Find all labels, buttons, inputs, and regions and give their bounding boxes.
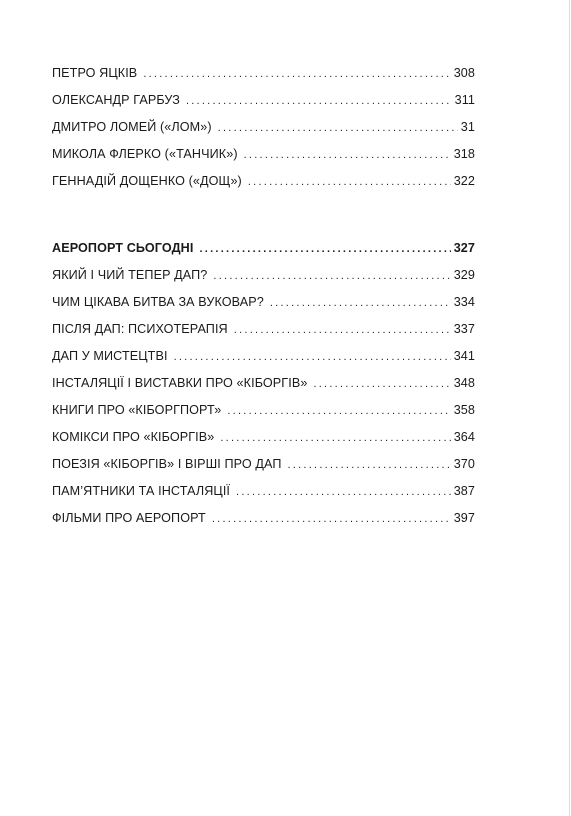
toc-entry[interactable] [52, 403, 475, 430]
dot-leader [313, 377, 450, 391]
toc-entry[interactable] [52, 268, 475, 295]
toc-section-title: АЕРОПОРТ СЬОГОДНІ [52, 241, 194, 255]
toc-entry[interactable] [52, 295, 475, 322]
dot-leader [218, 121, 458, 135]
toc-entry-page: 31 [460, 120, 475, 134]
toc-entry-page: 334 [453, 295, 475, 309]
toc-entry[interactable] [52, 457, 475, 484]
toc-entry[interactable] [52, 484, 475, 511]
toc-entry-title: ДМИТРО ЛОМЕЙ («ЛОМ») [52, 120, 212, 134]
dot-leader [288, 458, 451, 472]
toc-entry-page: 364 [453, 430, 475, 444]
toc-section-heading[interactable] [52, 241, 475, 268]
dot-leader [143, 67, 450, 81]
toc-entry-page: 318 [453, 147, 475, 161]
toc-entry-page: 337 [453, 322, 475, 336]
toc-entry-page: 397 [453, 511, 475, 525]
toc-entry-title: КОМІКСИ ПРО «КІБОРГІВ» [52, 430, 215, 444]
toc-entry-title: КНИГИ ПРО «КІБОРГПОРТ» [52, 403, 222, 417]
dot-leader [244, 148, 451, 162]
dot-leader [227, 404, 450, 418]
toc-entry[interactable] [52, 93, 475, 120]
dot-leader [186, 94, 452, 108]
toc-section-page: 327 [453, 241, 475, 255]
toc-entry-title: ФІЛЬМИ ПРО АЕРОПОРТ [52, 511, 206, 525]
toc-entry-page: 341 [453, 349, 475, 363]
toc-entry-page: 370 [453, 457, 475, 471]
toc-entry[interactable] [52, 511, 475, 538]
toc-entry-page: 322 [453, 174, 475, 188]
table-of-contents [52, 66, 475, 538]
dot-leader [199, 242, 450, 256]
toc-entry-title: МИКОЛА ФЛЕРКО («ТАНЧИК») [52, 147, 238, 161]
toc-entry-title: ПАМ’ЯТНИКИ ТА ІНСТАЛЯЦІЇ [52, 484, 231, 498]
toc-entry-title: ПІСЛЯ ДАП: ПСИХОТЕРАПІЯ [52, 322, 228, 336]
dot-leader [234, 323, 451, 337]
toc-entry-page: 311 [454, 93, 475, 107]
toc-entry-page: 308 [453, 66, 475, 80]
toc-entry-title: ЧИМ ЦІКАВА БИТВА ЗА ВУКОВАР? [52, 295, 264, 309]
dot-leader [270, 296, 451, 310]
dot-leader [174, 350, 451, 364]
section-spacer [52, 201, 475, 241]
dot-leader [248, 175, 451, 189]
toc-entry[interactable] [52, 322, 475, 349]
toc-entry-page: 358 [453, 403, 475, 417]
toc-entry[interactable] [52, 376, 475, 403]
toc-entry-page: 329 [453, 268, 475, 282]
toc-entry-title: ІНСТАЛЯЦІЇ І ВИСТАВКИ ПРО «КІБОРГІВ» [52, 376, 308, 390]
toc-entry-page: 387 [453, 484, 475, 498]
dot-leader [213, 269, 450, 283]
dot-leader [236, 485, 451, 499]
toc-entry-page: 348 [453, 376, 475, 390]
toc-entry-title: ПОЕЗІЯ «КІБОРГІВ» І ВІРШІ ПРО ДАП [52, 457, 282, 471]
toc-entry-title: ДАП У МИСТЕЦТВІ [52, 349, 168, 363]
toc-entry[interactable] [52, 174, 475, 201]
toc-entry[interactable] [52, 66, 475, 93]
toc-entry[interactable] [52, 430, 475, 457]
toc-entry[interactable] [52, 120, 475, 147]
toc-entry-title: ОЛЕКСАНДР ГАРБУЗ [52, 93, 180, 107]
toc-entry[interactable] [52, 349, 475, 376]
toc-entry-title: ГЕННАДІЙ ДОЩЕНКО («ДОЩ») [52, 174, 242, 188]
dot-leader [220, 431, 450, 445]
toc-entry-title: ПЕТРО ЯЦКІВ [52, 66, 138, 80]
dot-leader [212, 512, 451, 526]
toc-entry-title: ЯКИЙ І ЧИЙ ТЕПЕР ДАП? [52, 268, 208, 282]
toc-entry[interactable] [52, 147, 475, 174]
